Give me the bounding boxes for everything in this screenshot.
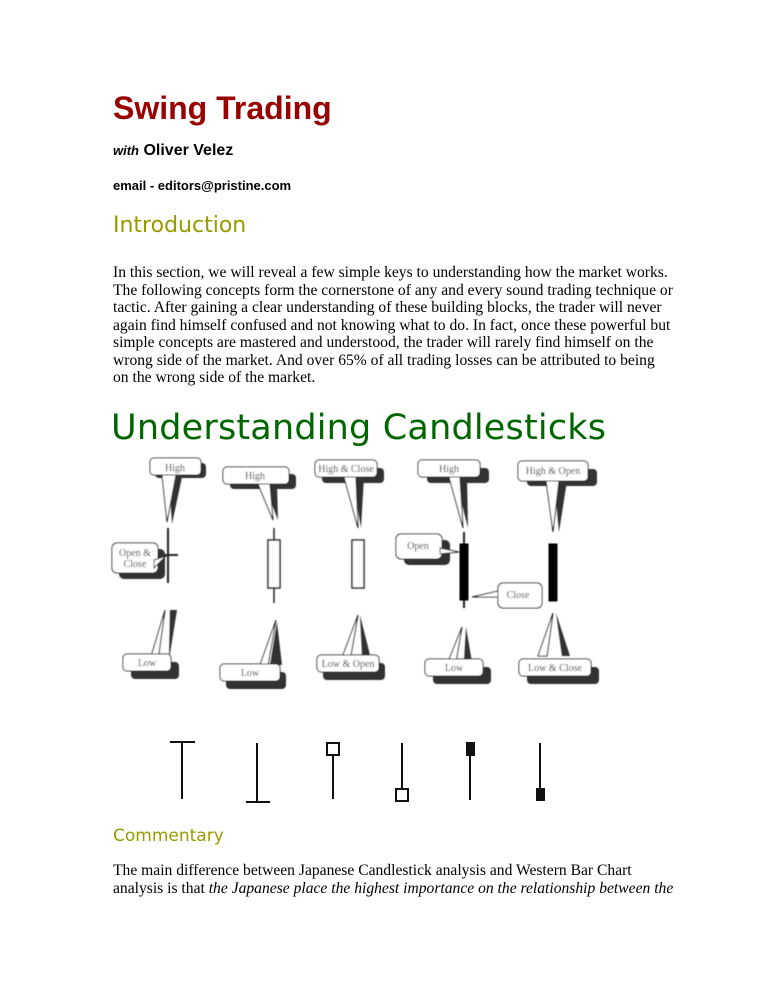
filled-box-bottom-candle-icon: [537, 743, 544, 800]
candlestick-anatomy-diagram: [110, 450, 610, 695]
svg-text:Low: Low: [444, 663, 464, 674]
paragraph-line: again find himself confused and not knowing what to do. In fact, once these powerful but: [113, 316, 671, 334]
paragraph-line: on the wrong side of the market.: [113, 369, 316, 386]
hollow-box-bottom-candle-icon: [396, 743, 408, 801]
svg-text:Low: Low: [240, 668, 260, 679]
svg-text:Open: Open: [407, 541, 429, 552]
candle-hollow-no-upper-wick: [315, 460, 385, 680]
paragraph-line: In this section, we will reveal a few simple keys to understanding how the market works.: [113, 264, 668, 281]
svg-text:High & Open: High & Open: [525, 466, 581, 477]
svg-text:Open &: Open &: [119, 548, 151, 559]
candle-filled-no-wicks: [518, 461, 599, 684]
svg-text:High: High: [245, 471, 265, 482]
svg-text:High & Close: High & Close: [318, 464, 374, 475]
svg-text:Low: Low: [137, 658, 157, 669]
author-byline: [113, 142, 233, 160]
svg-text:High: High: [165, 463, 185, 474]
introduction-heading: Introduction: [113, 213, 247, 238]
author-name: Oliver Velez: [143, 142, 234, 159]
candle-doji-cross: [112, 458, 206, 679]
candle-hollow-with-wicks: [220, 467, 296, 689]
commentary-paragraph: [113, 862, 673, 897]
t-bottom-candle-icon: [246, 743, 270, 802]
hollow-box-top-candle-icon: [327, 743, 339, 799]
document-title: Swing Trading: [113, 90, 332, 126]
byline-prefix: with: [113, 143, 139, 158]
author-email: email - editors@pristine.com: [113, 178, 292, 193]
t-top-candle-icon: [170, 742, 195, 799]
plain-text: analysis is that: [113, 879, 209, 897]
candle-filled-with-wicks: [396, 460, 542, 684]
paragraph-line: wrong side of the market. And over 65% of all trading losses can be attributed to being: [113, 351, 655, 369]
svg-text:Close: Close: [123, 559, 147, 570]
svg-text:High: High: [439, 464, 459, 475]
candle-shape-icons-row: [150, 735, 570, 810]
introduction-paragraph: [113, 264, 673, 387]
paragraph-line: simple concepts are mastered and understood, the trader will rarely find himself on the: [113, 334, 654, 351]
paragraph-line: tactic. After gaining a clear understanding of these building blocks, the trader will never: [113, 299, 662, 316]
commentary-heading: Commentary: [113, 826, 224, 846]
svg-text:Low & Open: Low & Open: [321, 659, 375, 670]
paragraph-line: [113, 880, 673, 898]
paragraph-line: The main difference between Japanese Candlestick analysis and Western Bar Chart: [113, 862, 632, 879]
svg-text:Low & Close: Low & Close: [528, 663, 582, 674]
svg-text:Close: Close: [506, 590, 530, 601]
candlesticks-heading: Understanding Candlesticks: [111, 408, 607, 448]
paragraph-line: The following concepts form the cornerstone of any and every sound trading technique or: [113, 281, 673, 299]
filled-box-top-candle-icon: [467, 743, 474, 800]
emphasized-text: the Japanese place the highest importance on the relationship between the: [208, 879, 674, 897]
